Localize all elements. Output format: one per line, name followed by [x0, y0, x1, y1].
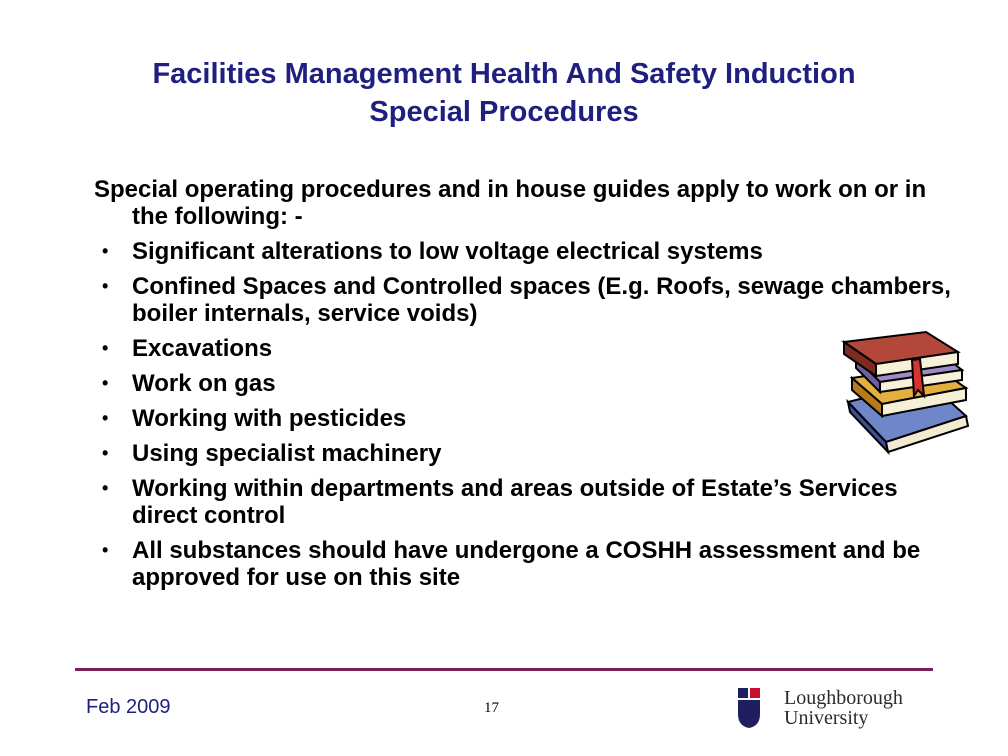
footer-date: Feb 2009	[86, 696, 171, 718]
bullet-dot: •	[102, 241, 109, 261]
bullet-text: Working with pesticides	[132, 405, 407, 432]
list-item	[94, 405, 954, 432]
list-item	[94, 440, 954, 467]
list-item	[94, 335, 954, 362]
bullet-text: Working within departments and areas outside of Estate’s Services direct control	[132, 475, 898, 529]
bullet-dot: •	[102, 276, 109, 296]
page-number: 17	[484, 700, 499, 716]
university-logo	[738, 688, 938, 732]
bullet-text: Significant alterations to low voltage electrical systems	[132, 238, 763, 265]
intro-text: Special operating procedures and in house guides apply to work on or in the following: -	[94, 176, 927, 230]
bullet-dot: •	[102, 408, 109, 428]
bullet-dot: •	[102, 540, 109, 560]
bullet-dot: •	[102, 443, 109, 463]
bullet-text: Using specialist machinery	[132, 440, 442, 467]
slide-title	[40, 55, 968, 131]
title-line-1: Facilities Management Health And Safety Induction	[152, 58, 856, 90]
list-item	[94, 475, 954, 529]
list-item	[94, 273, 954, 327]
list-item	[94, 537, 954, 591]
bullet-text: Excavations	[132, 335, 273, 362]
bullet-text: All substances should have undergone a COSHH assessment and be approved for use on this site	[132, 537, 921, 591]
logo-line-1: Loughborough	[784, 687, 903, 709]
university-shield-icon	[738, 688, 778, 728]
bullet-dot: •	[102, 478, 109, 498]
bullet-dot: •	[102, 338, 109, 358]
footer-divider	[75, 668, 933, 671]
list-item	[94, 238, 954, 265]
list-item	[94, 370, 954, 397]
bullet-text: Work on gas	[132, 370, 276, 397]
logo-line-2: University	[784, 707, 869, 729]
bullet-dot: •	[102, 373, 109, 393]
stack-of-books-icon	[838, 330, 978, 455]
bullet-list	[94, 238, 954, 591]
slide-body	[94, 176, 954, 599]
bullet-text: Confined Spaces and Controlled spaces (E.g. Roofs, sewage chambers, boiler internals, service voids)	[132, 273, 951, 327]
title-line-2: Special Procedures	[369, 96, 639, 128]
